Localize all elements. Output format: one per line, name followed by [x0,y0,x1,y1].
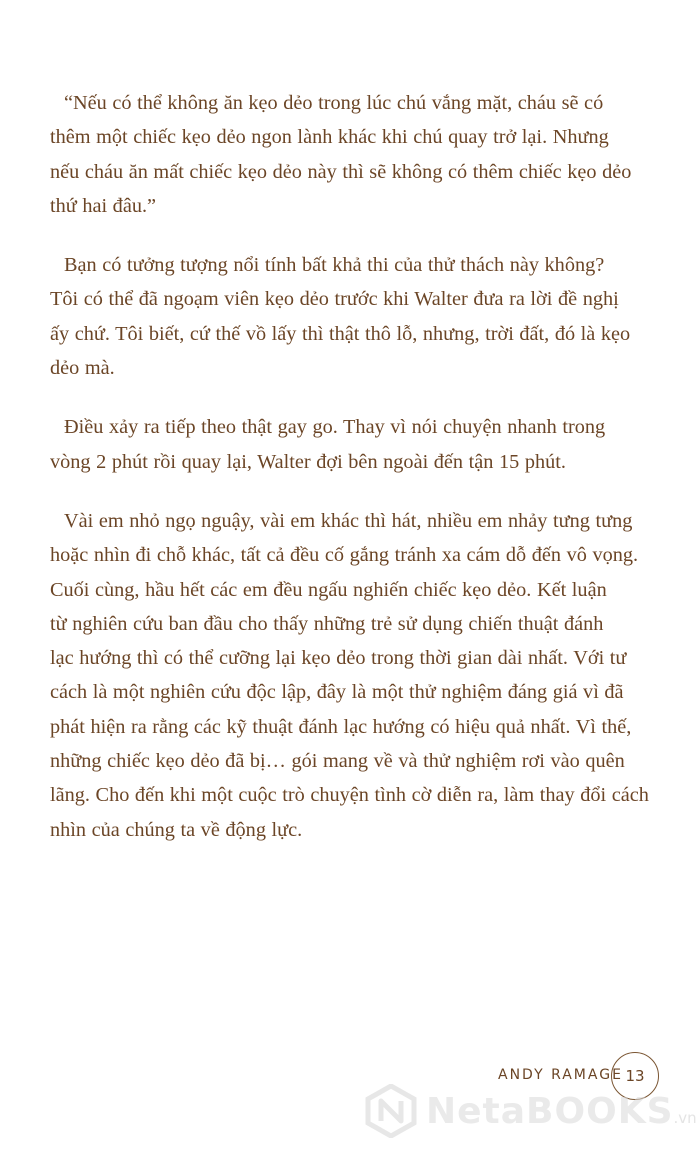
text-line: hoặc nhìn đi chỗ khác, tất cả đều cố gắng tránh xa cám dỗ đến vô vọng. [50,544,639,567]
text-line: Tôi có thể đã ngoạm viên kẹo dẻo trước khi Walter đưa ra lời đề nghị [50,288,619,311]
running-footer-author: ANDY RAMAGE [498,1067,623,1083]
text-line: Vài em nhỏ ngọ nguậy, vài em khác thì hát, nhiều em nhảy tưng tưng [64,509,633,532]
paragraph-1 [50,86,670,223]
text-line: thêm một chiếc kẹo dẻo ngon lành khác khi chú quay trở lại. Nhưng [50,126,609,149]
text-line: vòng 2 phút rồi quay lại, Walter đợi bên ngoài đến tận 15 phút. [50,450,566,473]
paragraph-2 [50,248,670,385]
text-line: lạc hướng thì có thể cưỡng lại kẹo dẻo trong thời gian dài nhất. Với tư [50,647,627,670]
paragraph-3 [50,410,670,479]
watermark [364,1083,697,1139]
text-line: nhìn của chúng ta về động lực. [50,818,303,841]
netabooks-logo-icon [364,1084,418,1138]
text-line: lãng. Cho đến khi một cuộc trò chuyện tình cờ diễn ra, làm thay đổi cách [50,784,649,807]
text-line: nếu cháu ăn mất chiếc kẹo dẻo này thì sẽ không có thêm chiếc kẹo dẻo [50,160,632,183]
text-line: Bạn có tưởng tượng nổi tính bất khả thi của thử thách này không? [64,254,605,277]
paragraph-4 [50,504,670,847]
text-line: Cuối cùng, hầu hết các em đều ngấu nghiến chiếc kẹo dẻo. Kết luận [50,578,607,601]
body-text [50,86,670,872]
text-line: cách là một nghiên cứu độc lập, đây là một thử nghiệm đáng giá vì đã [50,681,624,704]
text-line: ấy chứ. Tôi biết, cứ thế vồ lấy thì thật thô lỗ, nhưng, trời đất, đó là kẹo [50,322,631,345]
watermark-text: NetaBOOKS.vn [426,1090,697,1132]
text-line: dẻo mà. [50,357,115,380]
page-number: 13 [625,1067,645,1085]
text-line: từ nghiên cứu ban đầu cho thấy những trẻ sử dụng chiến thuật đánh [50,612,604,635]
text-line: những chiếc kẹo dẻo đã bị… gói mang về và thử nghiệm rơi vào quên [50,750,625,773]
text-line: phát hiện ra rằng các kỹ thuật đánh lạc hướng có hiệu quả nhất. Vì thế, [50,715,632,738]
text-line: “Nếu có thể không ăn kẹo dẻo trong lúc chú vắng mặt, cháu sẽ có [64,92,604,114]
text-line: Điều xảy ra tiếp theo thật gay go. Thay vì nói chuyện nhanh trong [64,416,606,439]
text-line: thứ hai đâu.” [50,194,157,217]
